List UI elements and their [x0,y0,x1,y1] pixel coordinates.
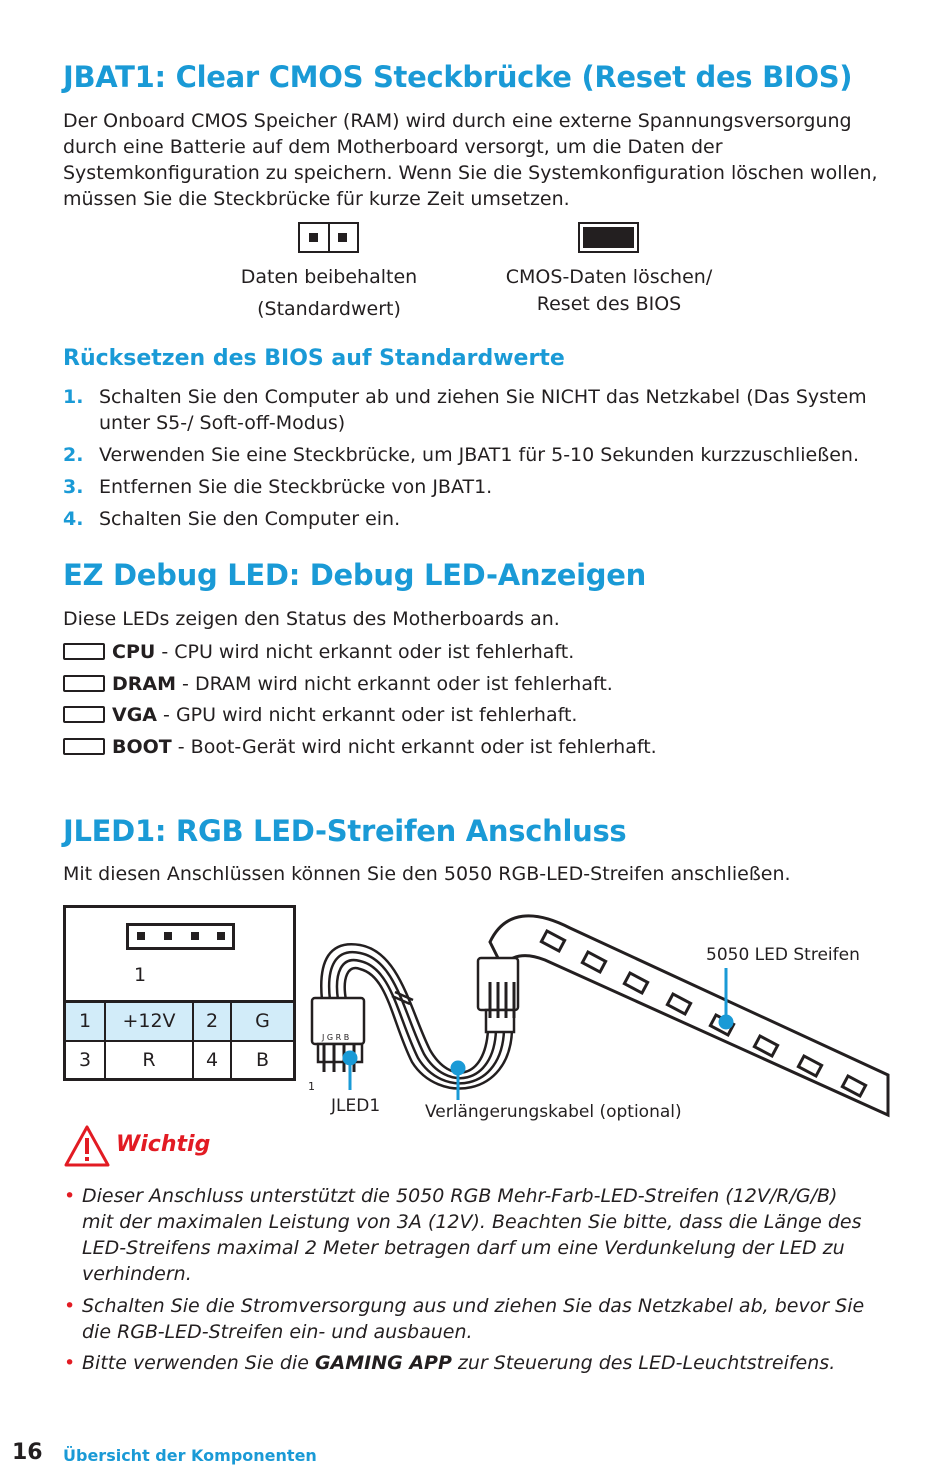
bullet-icon: • [64,1295,76,1317]
jbat1-desc-line: Der Onboard CMOS Speicher (RAM) wird durch eine externe Spannungsversorgung [63,110,852,132]
step-number: 1. [63,386,84,408]
keep-data-default-label: (Standardwert) [257,298,401,320]
strip-plug [478,958,518,1032]
led-item-dram [112,673,613,695]
step-text: Entfernen Sie die Steckbrücke von JBAT1. [99,476,493,498]
important-line: verhindern. [82,1263,192,1285]
led-desc: - CPU wird nicht erkannt oder ist fehlerhaft. [155,641,575,663]
important-text: Bitte verwenden Sie die [82,1352,315,1374]
plug-pin-one-label: 1 [308,1080,315,1093]
reset-title: Rücksetzen des BIOS auf Standardwerte [63,346,565,371]
led-item-cpu [112,641,574,663]
jled1-title: JLED1: RGB LED-Streifen Anschluss [63,814,627,848]
led-name: DRAM [112,673,177,695]
jumper-open-icon [298,222,359,253]
important-item [64,1183,902,1287]
footer-section-title: Übersicht der Komponenten [63,1446,317,1465]
jled1-connector-label: JLED1 [331,1096,381,1116]
led-name: CPU [112,641,156,663]
bullet-icon: • [64,1185,76,1207]
table-cell: B [231,1041,295,1080]
table-cell: +12V [105,1002,193,1041]
table-row [65,1041,295,1080]
strip-label: 5050 LED Streifen [706,945,860,965]
step-text: Schalten Sie den Computer ein. [99,508,401,530]
cable-label: Verlängerungskabel (optional) [425,1102,682,1122]
important-item [64,1293,902,1345]
jbat1-desc-line: Systemkonfiguration zu speichern. Wenn Sie die Systemkonfiguration löschen wollen, [63,162,878,184]
led-strip-illustration [300,900,900,1130]
step-number: 3. [63,476,84,498]
table-row [65,1002,295,1041]
table-cell: 1 [65,1002,106,1041]
jbat1-title: JBAT1: Clear CMOS Steckbrücke (Reset des BIOS) [63,60,853,94]
step-text: Verwenden Sie eine Steckbrücke, um JBAT1 für 5-10 Sekunden kurzzuschließen. [99,444,859,466]
led-desc: - Boot-Gerät wird nicht erkannt oder ist fehlerhaft. [171,736,657,758]
led-item-vga [112,704,577,726]
list-item [63,442,903,474]
important-item [64,1350,902,1376]
pinout-table [63,1000,296,1081]
jumper-shorted-icon [578,222,639,253]
important-line: mit der maximalen Leistung von 3A (12V). Beachten Sie bitte, dass die Länge des [82,1211,862,1233]
list-item [63,384,903,442]
list-item [63,474,903,506]
table-cell: 3 [65,1041,106,1080]
header-connector-icon [126,923,235,950]
pinout-header-box [63,905,296,1000]
step-number: 2. [63,444,84,466]
dram-led-icon [63,675,105,692]
keep-data-label: Daten beibehalten [240,266,418,288]
step-number: 4. [63,508,84,530]
led-name: BOOT [112,736,172,758]
list-item [63,506,903,538]
boot-led-icon [63,738,105,755]
jled1-plug [308,998,364,1093]
step-text: Schalten Sie den Computer ab und ziehen Sie NICHT das Netzkabel (Das System [99,386,867,408]
table-cell: G [231,1002,295,1041]
ezdebug-title: EZ Debug LED: Debug LED-Anzeigen [63,558,646,592]
connector-letters: J G R B [322,1033,350,1042]
pin-one-label: 1 [134,964,147,986]
table-cell: 4 [193,1041,231,1080]
warning-icon [63,1124,111,1168]
important-line: Schalten Sie die Stromversorgung aus und ziehen Sie das Netzkabel ab, bevor Sie [82,1295,865,1317]
step-text: unter S5-/ Soft-off-Modus) [99,412,346,434]
page-number: 16 [12,1440,43,1465]
led-desc: - DRAM wird nicht erkannt oder ist fehlerhaft. [176,673,613,695]
important-text: zur Steuerung des LED-Leuchtstreifens. [451,1352,836,1374]
cpu-led-icon [63,643,105,660]
important-title: Wichtig [116,1132,211,1157]
clear-cmos-label: CMOS-Daten löschen/ [505,266,713,288]
bullet-icon: • [64,1352,76,1374]
jbat1-desc-line: durch eine Batterie auf dem Motherboard versorgt, um die Daten der [63,136,723,158]
table-cell: 2 [193,1002,231,1041]
reset-steps-list [63,384,903,538]
important-line: Dieser Anschluss unterstützt die 5050 RGB Mehr-Farb-LED-Streifen (12V/R/G/B) [82,1185,838,1207]
important-line: die RGB-LED-Streifen ein- und ausbauen. [82,1321,473,1343]
important-line: LED-Streifens maximal 2 Meter betragen darf um eine Verdunkelung der LED zu [82,1237,845,1259]
led-name: VGA [112,704,158,726]
jbat1-desc-line: müssen Sie die Steckbrücke für kurze Zeit umsetzen. [63,188,570,210]
jbat1-description [63,108,903,212]
vga-led-icon [63,706,105,723]
ezdebug-description: Diese LEDs zeigen den Status des Motherboards an. [63,608,560,630]
led-desc: - GPU wird nicht erkannt oder ist fehlerhaft. [157,704,578,726]
jled1-description: Mit diesen Anschlüssen können Sie den 5050 RGB-LED-Streifen anschließen. [63,863,791,885]
gaming-app-name: GAMING APP [314,1352,452,1374]
reset-bios-label: Reset des BIOS [536,293,682,315]
led-item-boot [112,736,657,758]
table-cell: R [105,1041,193,1080]
